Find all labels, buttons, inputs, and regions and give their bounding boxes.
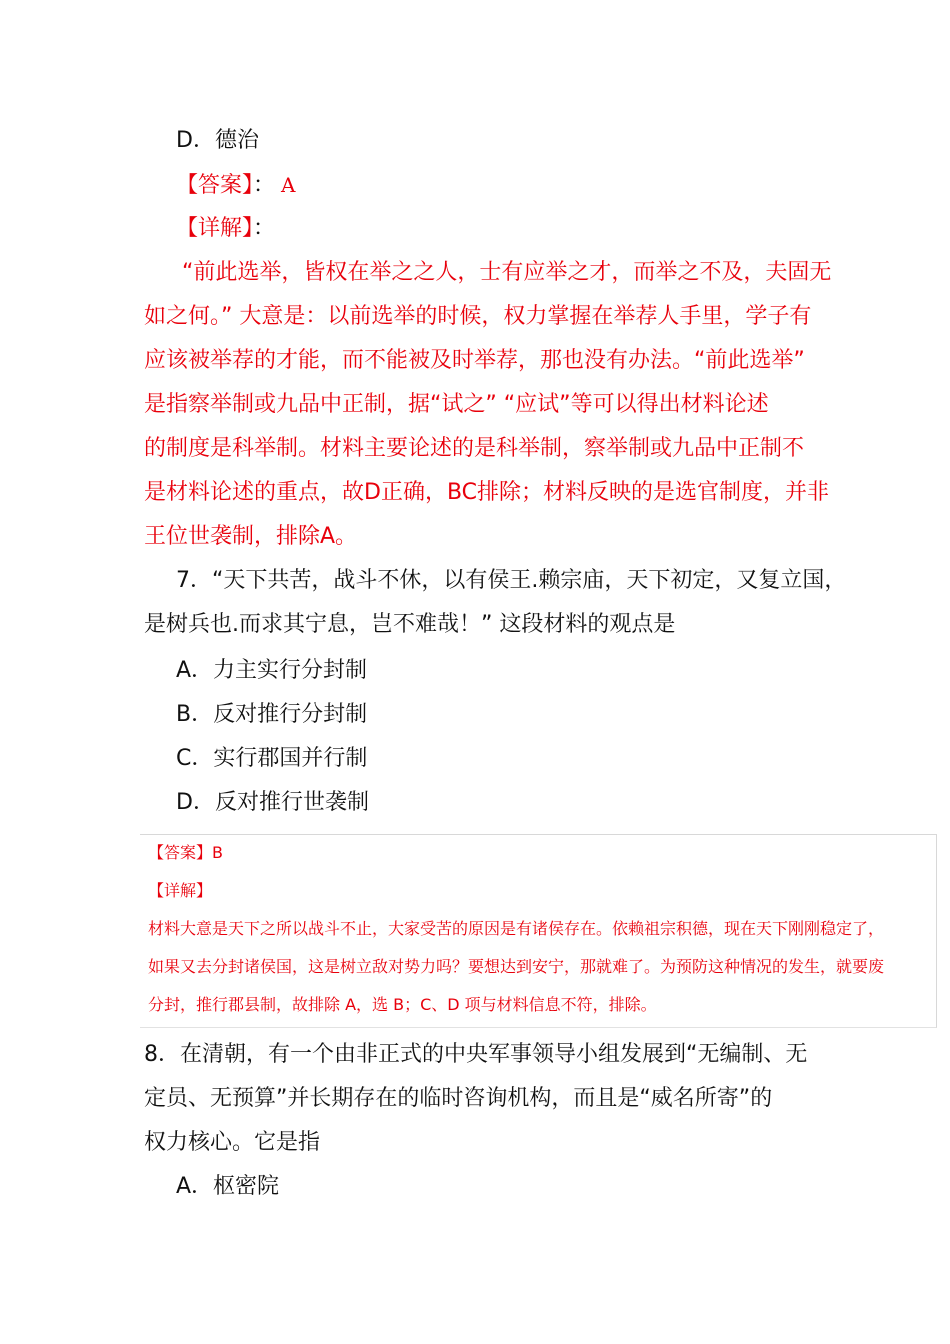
q6-answer-value: A [281, 173, 296, 197]
q7-stem-line: 是树兵也.而求其宁息，岂不难哉！” 这段材料的观点是 [144, 612, 676, 637]
q8-option-a: A．枢密院 [176, 1174, 280, 1199]
q7-answer-value: B [212, 843, 223, 862]
q6-answer-tag: 【答案】 [176, 173, 254, 198]
q6-explain-line: 的制度是科举制。材料主要论述的是科举制，察举制或九品中正制不 [144, 436, 805, 461]
q7-explain-tag: 【详解】 [148, 881, 213, 900]
q7-option-d: D．反对推行世袭制 [176, 790, 369, 815]
q7-answer-tag: 【答案】 [148, 843, 213, 862]
q6-answer-sep: ： [253, 173, 276, 198]
q7-option-b: B．反对推行分封制 [176, 702, 368, 727]
q6-answer [176, 170, 295, 201]
q7-stem-line: 7．“天下共苦，战斗不休，以有侯王.赖宗庙，天下初定，又复立国， [176, 568, 847, 593]
q8-stem-line: 8．在清朝，有一个由非正式的中央军事领导小组发展到“无编制、无 [144, 1042, 808, 1067]
q6-option-d: D．德治 [176, 128, 259, 153]
q7-answer [148, 842, 223, 864]
q6-explain-tag: 【详解】 [176, 216, 254, 241]
q7-explain-line: 如果又去分封诸侯国，这是树立敌对势力吗？要想达到安宁，那就难了。为预防这种情况的发生，就要废 [148, 957, 885, 976]
q7-explain-line: 分封，推行郡县制，故排除 A，选 B；C、D 项与材料信息不符，排除。 [148, 995, 657, 1014]
q6-explain-line: 如之何。” 大意是：以前选举的时候，权力掌握在举荐人手里，学子有 [144, 304, 812, 329]
q7-explain-line: 材料大意是天下之所以战斗不止，大家受苦的原因是有诸侯存在。依赖祖宗积德，现在天下刚刚稳定了， [148, 919, 885, 938]
q6-explain-line: 王位世袭制，排除A。 [144, 524, 358, 549]
q6-explain-line: 是指察举制或九品中正制，据“试之” “应试”等可以得出材料论述 [144, 392, 769, 417]
q8-stem-line: 权力核心。它是指 [144, 1130, 321, 1155]
q7-option-a: A．力主实行分封制 [176, 658, 368, 683]
q7-option-c: C．实行郡国并行制 [176, 746, 368, 771]
q6-explain-line: 是材料论述的重点，故D正确，BC排除；材料反映的是选官制度，并非 [144, 480, 830, 505]
q6-explain-line: 应该被举荐的才能，而不能被及时举荐，那也没有办法。“前此选举” [144, 348, 805, 373]
q6-explain-sep: ： [253, 216, 276, 241]
q6-explain-line: “前此选举，皆权在举之之人，士有应举之才，而举之不及，夫固无 [182, 260, 832, 285]
q6-explain-heading [176, 214, 275, 244]
q8-stem-line: 定员、无预算”并长期存在的临时咨询机构，而且是“威名所寄”的 [144, 1086, 773, 1111]
